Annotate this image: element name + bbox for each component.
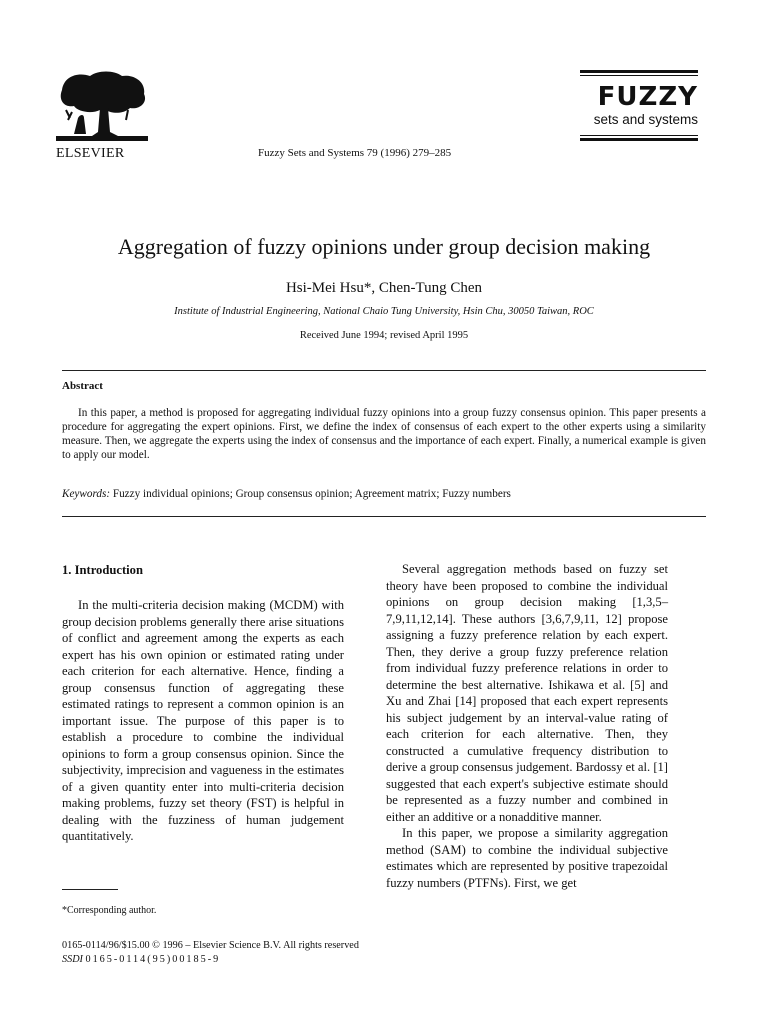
brand-rule-top-thin: [580, 75, 698, 76]
related-work-paragraph: Several aggregation methods based on fuzzy set theory have been proposed to combine the individual opinions on group decision making [1,3,5–7,9,11,12,14]. These authors [3,6,7,9,11, 12] propose assigning a fuzzy preference relation by each expert. Then, they derive a group fuzzy preference relation from individual fuzzy preference relations in order to determine the best alternative. Ishikawa et al. [5] and Xu and Zhai [14] proposed that each expert represents his subject judgement by an interval-value rating of each criterion for each alternative. Then, they constructed a cumulative frequency distribution to derive a group consensus judgement. Bardossy et al. [1] suggested that each expert's subjective estimate should be represented as a fuzzy number and combined in either an additive or a nonadditive manner.: [386, 562, 668, 824]
intro-paragraph: In the multi-criteria decision making (MCDM) with group decision problems generally there arise situations of conflict and agreement among the experts as each expert has his own opinion or estimated rating under each criterion for each alternative. Hence, finding a group consensus function of aggregating these estimated ratings to represent a common opinion is an important issue. The purpose of this paper is to establish a procedure to combine the individual opinions to form a group consensus opinion. Since the subjectivity, imprecision and vagueness in the estimates of a given quantity enter into multi-criteria decision making problems, fuzzy set theory (FST) is helpful in dealing with the fuzziness of human judgement quantitatively.: [62, 598, 344, 843]
brand-rule-bottom-thin: [580, 135, 698, 136]
ssdi-line: [62, 953, 359, 967]
elsevier-tree-logo-icon: [56, 70, 148, 144]
ssdi-label: SSDI: [62, 954, 83, 965]
journal-citation: Fuzzy Sets and Systems 79 (1996) 279–285: [258, 147, 452, 159]
section-heading-introduction: 1. Introduction: [62, 563, 143, 577]
brand-rule-top: [580, 70, 698, 73]
ssdi-number: 0165-0114(95)00185-9: [85, 954, 221, 965]
body-column-left: [62, 597, 344, 845]
footnote-rule: [62, 889, 118, 890]
copyright-block: [62, 939, 359, 967]
keywords-label: Keywords:: [62, 488, 111, 500]
publisher-logo: [56, 70, 156, 162]
abstract-heading: Abstract: [62, 380, 103, 392]
keywords-list: Fuzzy individual opinions; Group consensus opinion; Agreement matrix; Fuzzy numbers: [112, 488, 511, 500]
body-column-right: [386, 561, 668, 891]
abstract-rule-top: [62, 370, 706, 371]
article-authors: Hsi-Mei Hsu*, Chen-Tung Chen: [285, 280, 483, 296]
abstract-text: In this paper, a method is proposed for aggregating individual fuzzy opinions into a group fuzzy consensus opinion. This paper presents a procedure for aggregating the expert opinions. First, we define the index of consensus of each expert to the other experts using a similarity measure. Then, we aggregate the experts using the index of consensus and the importance of each expert. Finally, a numerical example is given to apply our model.: [62, 407, 706, 461]
corresponding-author-footnote: *Corresponding author.: [62, 905, 157, 916]
article-title: Aggregation of fuzzy opinions under group decision making: [117, 234, 651, 259]
copyright-line: 0165-0114/96/$15.00 © 1996 – Elsevier Science B.V. All rights reserved: [62, 940, 359, 951]
journal-brand: [580, 70, 698, 143]
proposal-paragraph: In this paper, we propose a similarity aggregation method (SAM) to combine the individual subjective estimates which are represented by positive trapezoidal fuzzy numbers (PTFNs). First, we get: [386, 826, 668, 890]
publisher-name: ELSEVIER: [56, 146, 125, 161]
keywords: [62, 488, 706, 500]
abstract-rule-bottom: [62, 516, 706, 517]
journal-wordmark: FUZZY: [597, 82, 698, 112]
received-dates: Received June 1994; revised April 1995: [299, 330, 469, 341]
author-affiliation: Institute of Industrial Engineering, National Chaio Tung University, Hsin Chu, 30050 Taiwan, ROC: [174, 306, 594, 317]
brand-rule-bottom: [580, 138, 698, 141]
journal-tagline: sets and systems: [593, 112, 698, 127]
